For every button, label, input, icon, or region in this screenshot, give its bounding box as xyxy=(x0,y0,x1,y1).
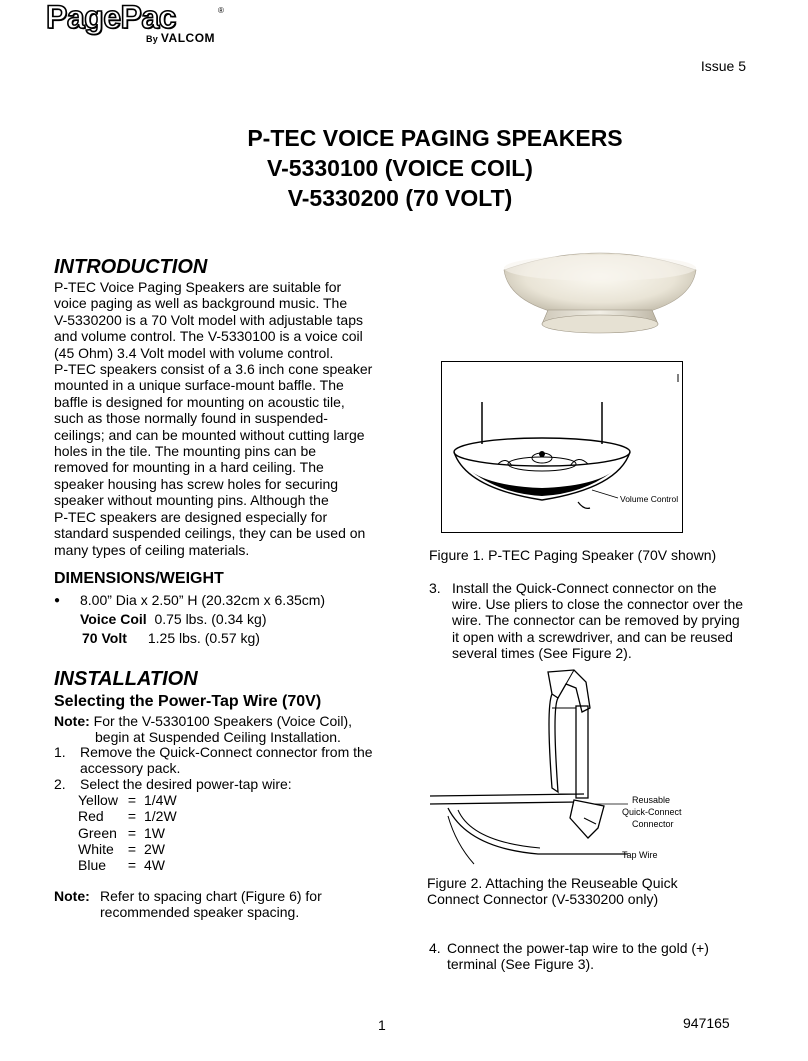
intro-line: and volume control. The V-5330100 is a voice coil xyxy=(54,328,363,345)
step-3-line xyxy=(429,580,759,596)
intro-line: ceilings; and can be mounted without cutting large xyxy=(54,426,365,443)
wire-row xyxy=(78,808,184,824)
note-2-text: Refer to spacing chart (Figure 6) for xyxy=(100,888,322,904)
intro-line: P-TEC Voice Paging Speakers are suitable for xyxy=(54,279,342,295)
wire-color: Red xyxy=(78,808,104,825)
valcom-brand: VALCOM xyxy=(160,31,216,45)
intro-line: removed for mounting in a hard ceiling. The xyxy=(54,459,324,476)
voice-coil-label: Voice Coil xyxy=(80,611,147,627)
voice-coil-value: 0.75 lbs. (0.34 kg) xyxy=(154,611,267,627)
intro-line: speaker housing has screw holes for securing xyxy=(54,475,339,492)
callout-reusable: Reusable xyxy=(632,795,671,805)
bullet-icon: ● xyxy=(54,595,61,606)
step-3-line: wire. Use pliers to close the connector over the xyxy=(452,596,744,613)
wire-equals: = xyxy=(127,808,137,825)
step-1-text: Remove the Quick-Connect connector from the xyxy=(80,744,373,760)
wire-watts: 1/4W xyxy=(144,792,177,809)
intro-line: baffle is designed for mounting on acoustic tile, xyxy=(54,393,345,410)
volt-value: 1.25 lbs. (0.57 kg) xyxy=(147,630,260,646)
figure-2-drawing xyxy=(428,668,698,868)
title-line-1: P-TEC VOICE PAGING SPEAKERS xyxy=(247,125,623,151)
step-3 xyxy=(429,580,759,661)
intro-line: speaker without mounting pins. Although the xyxy=(54,492,329,509)
note-text: For the V-5330100 Speakers (Voice Coil), xyxy=(93,713,353,729)
intro-line: (45 Ohm) 3.4 Volt model with volume control. xyxy=(54,344,334,361)
step-2-number: 2. xyxy=(54,776,66,792)
wire-row xyxy=(78,841,184,857)
dimensions-heading: DIMENSIONS/WEIGHT xyxy=(54,570,224,587)
step-3-line: wire. The connector can be removed by prying xyxy=(452,612,740,629)
registered-mark: ® xyxy=(218,6,224,15)
logo-byline xyxy=(146,31,215,45)
title-line-2: V-5330100 (VOICE COIL) xyxy=(267,155,533,181)
step-3-line: it open with a screwdriver, and can be reused xyxy=(452,628,733,645)
volt-weight xyxy=(54,629,325,648)
wire-color: Blue xyxy=(78,857,107,874)
callout-connector: Connector xyxy=(632,819,674,829)
figure-1-drawing xyxy=(442,362,682,532)
introduction-heading: INTRODUCTION xyxy=(54,256,208,278)
intro-line: mounted in a unique surface-mount baffle. The xyxy=(54,377,344,394)
step-1-text-cont: accessory pack. xyxy=(80,760,181,777)
wire-row xyxy=(78,792,184,808)
step-3-line: several times (See Figure 2). xyxy=(452,644,632,661)
wire-equals: = xyxy=(127,840,137,857)
speaker-photo xyxy=(500,232,700,354)
introduction-paragraph xyxy=(54,279,384,558)
wire-equals: = xyxy=(127,857,137,874)
wire-row xyxy=(78,825,184,841)
logo-by-text: By xyxy=(146,34,159,44)
wire-equals: = xyxy=(127,824,137,841)
title-line-3: V-5330200 (70 VOLT) xyxy=(287,185,513,211)
wire-watts: 2W xyxy=(144,840,165,857)
intro-line: such as those normally found in suspended- xyxy=(54,410,328,427)
voice-coil-weight xyxy=(54,610,325,629)
intro-line: holes in the tile. The mounting pins can be xyxy=(54,443,317,460)
figure-2-caption xyxy=(427,875,678,908)
wire-row xyxy=(78,857,184,873)
wire-color: Yellow xyxy=(78,792,118,809)
step-4-text: Connect the power-tap wire to the gold (+) xyxy=(447,940,709,956)
note-text-cont: begin at Suspended Ceiling Installation. xyxy=(95,729,341,746)
wire-watts: 1W xyxy=(144,824,165,841)
figure-1-caption: Figure 1. P-TEC Paging Speaker (70V shown) xyxy=(429,547,717,563)
figure-2-caption-line-2: Connect Connector (V-5330200 only) xyxy=(427,891,659,908)
step-4-number: 4. xyxy=(429,940,441,956)
power-tap-subheading: Selecting the Power-Tap Wire (70V) xyxy=(54,693,322,710)
wire-color: Green xyxy=(78,824,117,841)
callout-quick-connect: Quick-Connect xyxy=(622,807,682,817)
intro-line: V-5330200 is a 70 Volt model with adjustable taps xyxy=(54,311,363,328)
volt-label: 70 Volt xyxy=(82,630,127,646)
wire-watts: 1/2W xyxy=(144,808,177,825)
page-number: 1 xyxy=(378,1017,386,1033)
wire-equals: = xyxy=(127,792,137,809)
intro-line: P-TEC speakers consist of a 3.6 inch cone speaker xyxy=(54,361,373,378)
volume-control-callout: Volume Control xyxy=(620,494,679,504)
dimensions-list xyxy=(54,591,325,648)
step-2 xyxy=(54,776,384,873)
figure-2-caption-line-1: Figure 2. Attaching the Reuseable Quick xyxy=(427,875,678,891)
callout-tap-wire: Tap Wire xyxy=(622,850,658,860)
step-3-text: Install the Quick-Connect connector on the xyxy=(452,580,717,596)
note-label: Note: xyxy=(54,713,90,729)
step-3-number: 3. xyxy=(429,580,441,596)
wire-color: White xyxy=(78,840,114,857)
step-2-text: Select the desired power-tap wire: xyxy=(80,776,292,792)
document-number: 947165 xyxy=(683,1015,730,1031)
wire-watts: 4W xyxy=(144,857,165,874)
step-4-text-cont: terminal (See Figure 3). xyxy=(447,956,595,973)
step-4 xyxy=(429,940,759,972)
pagepac-logo: PagePac xyxy=(46,0,176,35)
wire-table xyxy=(78,792,184,873)
note-2-text-cont: recommended speaker spacing. xyxy=(100,904,300,921)
intro-line: voice paging as well as background music. The xyxy=(54,295,348,312)
note-voice-coil xyxy=(54,713,384,745)
issue-number: Issue 5 xyxy=(700,58,746,74)
step-1 xyxy=(54,744,394,776)
dimensions-bullet xyxy=(54,591,325,610)
dimensions-size: 8.00” Dia x 2.50” H (20.32cm x 6.35cm) xyxy=(80,592,326,608)
step-1-number: 1. xyxy=(54,744,66,760)
intro-line: many types of ceiling materials. xyxy=(54,541,250,558)
intro-line: standard suspended ceilings, they can be used on xyxy=(54,525,366,542)
note-spacing xyxy=(54,888,384,920)
note-2-label: Note: xyxy=(54,888,90,904)
installation-heading: INSTALLATION xyxy=(54,668,198,690)
intro-line: P-TEC speakers are designed especially for xyxy=(54,508,328,525)
